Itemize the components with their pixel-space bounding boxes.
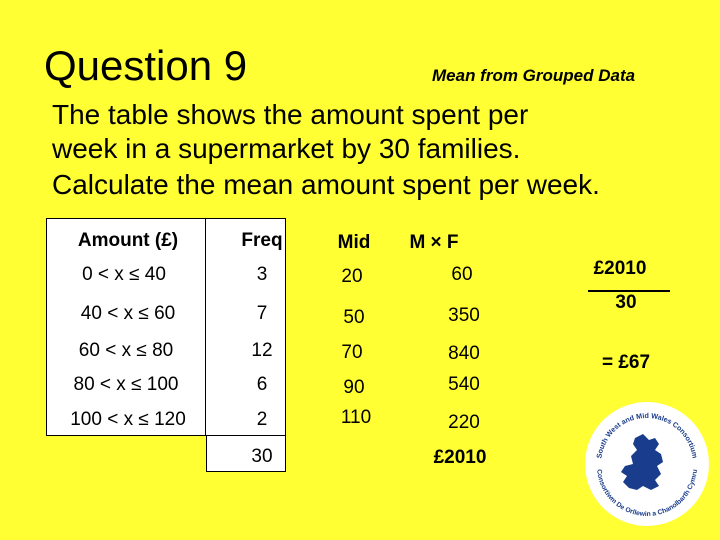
cell-freq: 3 <box>256 264 268 285</box>
cell-mxf: 60 <box>451 264 473 285</box>
cell-amount: 60 < x ≤ 80 <box>78 340 174 361</box>
cell-amount: 40 < x ≤ 60 <box>80 303 176 324</box>
calc-denominator: 30 <box>615 292 637 313</box>
cell-freq: 12 <box>251 340 273 361</box>
header-amount: Amount (£) <box>77 230 179 251</box>
page-subtitle: Mean from Grouped Data <box>432 66 636 85</box>
cell-amount: 100 < x ≤ 120 <box>70 409 186 430</box>
logo-text-top: South West and Mid Wales Consortium <box>594 410 700 459</box>
cell-amount: 80 < x ≤ 100 <box>73 374 179 395</box>
consortium-logo-icon <box>583 400 711 528</box>
header-mxf: M × F <box>409 232 459 253</box>
cell-mxf: 540 <box>448 374 480 395</box>
cell-mid: 110 <box>340 407 372 428</box>
cell-amount: 0 < x ≤ 40 <box>82 264 166 285</box>
prompt-line-3: Calculate the mean amount spent per week. <box>52 169 600 200</box>
prompt-line-2: week in a supermarket by 30 families. <box>52 133 521 164</box>
cell-mxf: 840 <box>448 343 480 364</box>
cell-mid: 70 <box>341 342 363 363</box>
header-mid: Mid <box>337 232 371 253</box>
table-divider <box>205 218 206 436</box>
total-freq-box <box>206 436 286 472</box>
cell-freq: 7 <box>256 303 268 324</box>
header-freq: Freq <box>241 230 283 251</box>
calc-result: = £67 <box>601 352 651 373</box>
cell-freq: 2 <box>256 409 268 430</box>
cell-mxf: 350 <box>448 305 480 326</box>
prompt-line-1: The table shows the amount spent per <box>52 99 529 130</box>
total-freq: 30 <box>251 446 273 467</box>
cell-mid: 90 <box>343 377 365 398</box>
cell-mid: 50 <box>343 307 365 328</box>
cell-freq: 6 <box>256 374 268 395</box>
cell-mxf: 220 <box>448 412 480 433</box>
logo-text-bottom: Consortiwm De Orllewin a Chanolbarth Cymru <box>595 468 699 519</box>
total-mxf: £2010 <box>433 447 487 468</box>
cell-mid: 20 <box>341 266 363 287</box>
page-title: Question 9 <box>44 42 248 89</box>
calc-numerator: £2010 <box>593 258 647 279</box>
